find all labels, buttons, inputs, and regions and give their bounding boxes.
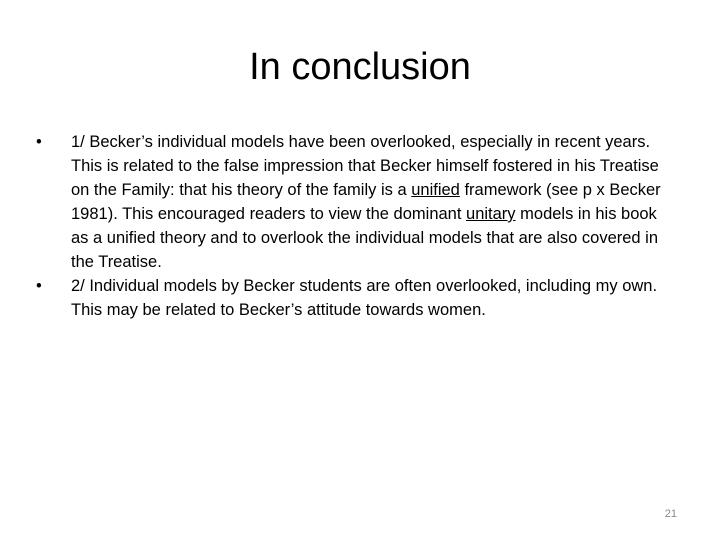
slide-title: In conclusion xyxy=(249,46,471,88)
bullet-list xyxy=(36,130,666,322)
underlined-word-unitary: unitary xyxy=(466,205,516,223)
bullet-1-text-a: 1/ Becker’s individual models have been overlooked, especially in recent years. This is related to the false impression that Becker himself fostered in his Treatise on the Family: that his theory of the family is a xyxy=(71,133,659,199)
bullet-dot-icon: • xyxy=(36,277,42,295)
bullet-item-2 xyxy=(36,274,666,322)
page-number: 21 xyxy=(664,508,677,520)
underlined-word-unified: unified xyxy=(411,181,460,199)
bullet-1-text-b: framework (see p x Becker 1981). This encouraged readers to view the dominant xyxy=(71,181,661,223)
bullet-2-text: 2/ Individual models by Becker students are often overlooked, including my own. This may be related to Becker’s attitude towards women. xyxy=(71,277,658,319)
bullet-1-text-c: models in his book as a unified theory and to overlook the individual models that are also covered in the Treatise. xyxy=(71,205,659,271)
bullet-item-1 xyxy=(36,130,666,274)
bullet-dot-icon: • xyxy=(36,133,42,151)
